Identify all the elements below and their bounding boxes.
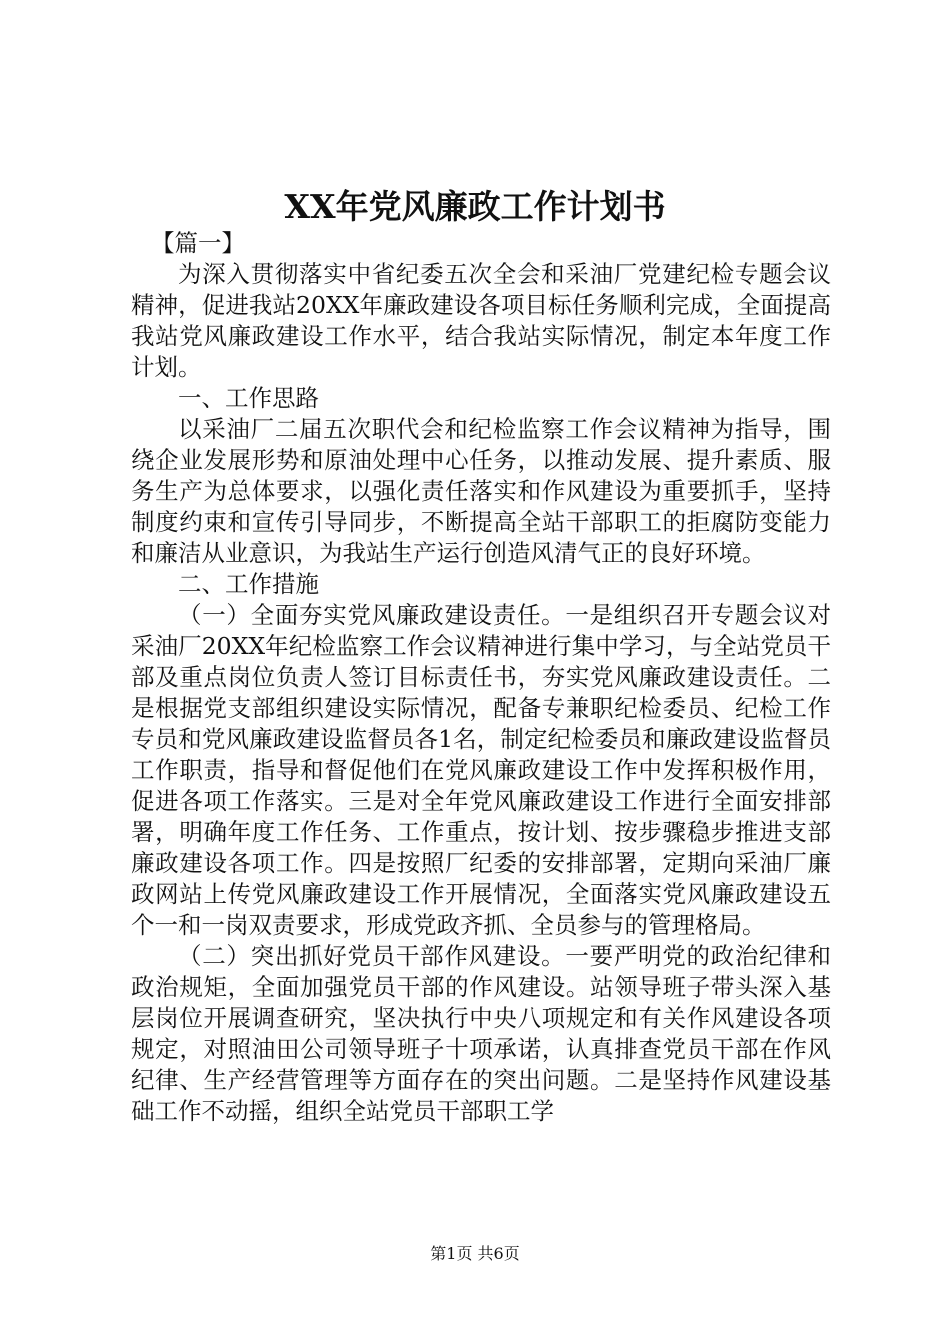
work-idea-paragraph: 以采油厂二届五次职代会和纪检监察工作会议精神为指导，围绕企业发展形势和原油处理中心任务，以推动发展、提升素质、服务生产为总体要求，以强化责任落实和作风建设为重要抓手，坚持制度约束和宣传引导同步，不断提高全站干部职工的拒腐防变能力和廉洁从业意识，为我站生产运行创造风清气正的良好环境。 [131, 415, 831, 567]
document-body [131, 228, 831, 1127]
section-heading-work-measures: 二、工作措施 [178, 570, 319, 598]
intro-paragraph: 为深入贯彻落实中省纪委五次全会和采油厂党建纪检专题会议精神，促进我站20XX年廉政建设各项目标任务顺利完成，全面提高我站党风廉政建设工作水平，结合我站实际情况，制定本年度工作计划。 [131, 260, 831, 381]
section-marker: 【篇一】 [151, 229, 245, 257]
section-heading-work-idea: 一、工作思路 [178, 384, 319, 412]
document-title: XX年党风廉政工作计划书 [284, 187, 666, 226]
measure-two-paragraph: （二）突出抓好党员干部作风建设。一要严明党的政治纪律和政治规矩，全面加强党员干部的作风建设。站领导班子带头深入基层岗位开展调查研究，坚决执行中央八项规定和有关作风建设各项规定，对照油田公司领导班子十项承诺，认真排查党员干部在作风纪律、生产经营管理等方面存在的突出问题。二是坚持作风建设基础工作不动摇，组织全站党员干部职工学 [131, 942, 831, 1125]
measure-one-paragraph: （一）全面夯实党风廉政建设责任。一是组织召开专题会议对采油厂20XX年纪检监察工作会议精神进行集中学习，与全站党员干部及重点岗位负责人签订目标责任书，夯实党风廉政建设责任。二是根据党支部组织建设实际情况，配备专兼职纪检委员、纪检工作专员和党风廉政建设监督员各1名，制定纪检委员和廉政建设监督员工作职责，指导和督促他们在党风廉政建设工作中发挥积极作用，促进各项工作落实。三是对全年党风廉政建设工作进行全面安排部署，明确年度工作任务、工作重点，按计划、按步骤稳步推进支部廉政建设各项工作。四是按照厂纪委的安排部署，定期向采油厂廉政网站上传党风廉政建设工作开展情况，全面落实党风廉政建设五个一和一岗双责要求，形成党政齐抓、全员参与的管理格局。 [131, 601, 831, 939]
page-footer: 第1页 共6页 [430, 1244, 520, 1263]
